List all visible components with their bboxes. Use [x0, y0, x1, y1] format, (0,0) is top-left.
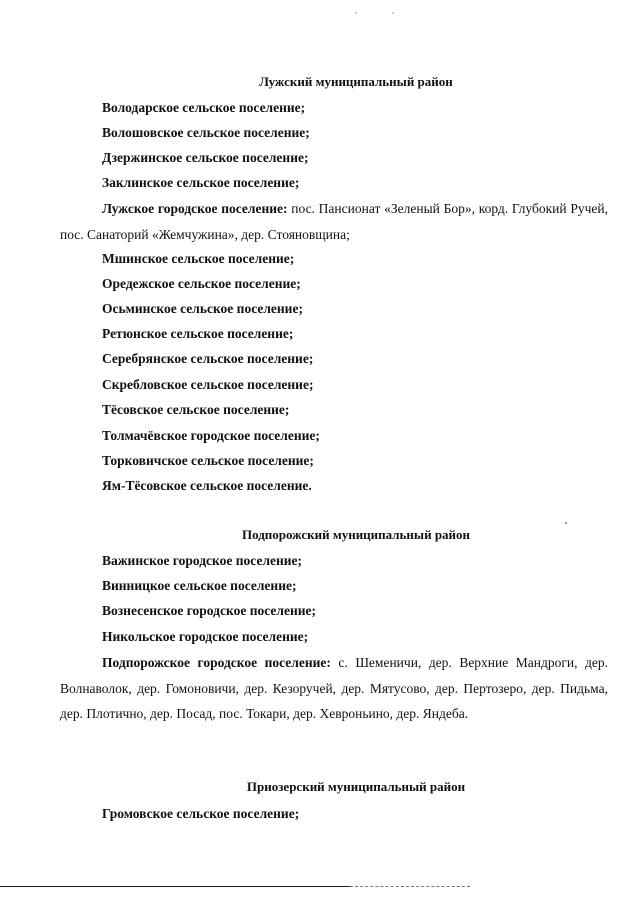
list-item: Дзержинское сельское поселение; — [102, 150, 309, 165]
list-item: Ретюнское сельское поселение; — [102, 326, 294, 341]
list-item: Торковичское сельское поселение; — [102, 453, 314, 468]
list-item: Скребловское сельское поселение; — [102, 377, 314, 392]
section-heading-priozersk: Приозерский муниципальный район — [246, 779, 466, 794]
scan-speck — [355, 12, 357, 14]
paragraph-podporozhye-town — [60, 650, 608, 727]
list-item: Громовское сельское поселение; — [102, 806, 300, 821]
paragraph-text: пос. Пансионат «Зеленый Бор», корд. Глубокий Ручей, пос. Санаторий «Жемчужина», дер. Стояновщина; — [60, 201, 608, 242]
scan-speck — [565, 522, 567, 524]
scan-edge-line — [0, 886, 350, 887]
list-item: Винницкое сельское поселение; — [102, 578, 297, 593]
paragraph-text: с. Шеменичи, дер. Верхние Мандроги, дер. Волнаволок, дер. Гомоновичи, дер. Кезоручей, дер. Мятусово, дер. Пертозеро, дер. Пидьма, дер. Плотично, дер. Посад, пос. Токари, дер. Хевроньино, дер. Яндеба. — [60, 655, 608, 721]
list-item: Волошовское сельское поселение; — [102, 125, 310, 140]
list-item: Никольское городское поселение; — [102, 629, 309, 644]
list-item: Оредежское сельское поселение; — [102, 276, 301, 291]
list-item: Ям-Тёсовское сельское поселение. — [102, 478, 312, 493]
paragraph-lead: Лужское городское поселение: — [102, 201, 288, 216]
list-item: Вознесенское городское поселение; — [102, 603, 316, 618]
section-heading-podporozhye: Подпорожский муниципальный район — [241, 527, 471, 542]
list-item: Мшинское сельское поселение; — [102, 251, 295, 266]
list-item: Заклинское сельское поселение; — [102, 175, 300, 190]
list-item: Осьминское сельское поселение; — [102, 301, 303, 316]
scan-edge-line — [350, 886, 470, 887]
list-item: Володарское сельское поселение; — [102, 100, 306, 115]
paragraph-luga-town — [60, 196, 608, 247]
list-item: Серебрянское сельское поселение; — [102, 351, 314, 366]
paragraph-lead: Подпорожское городское поселение: — [102, 655, 331, 670]
section-heading-luga: Лужский муниципальный район — [259, 74, 453, 89]
list-item: Важинское городское поселение; — [102, 553, 303, 568]
list-item: Толмачёвское городское поселение; — [102, 428, 320, 443]
scan-speck — [392, 12, 394, 14]
list-item: Тёсовское сельское поселение; — [102, 402, 290, 417]
